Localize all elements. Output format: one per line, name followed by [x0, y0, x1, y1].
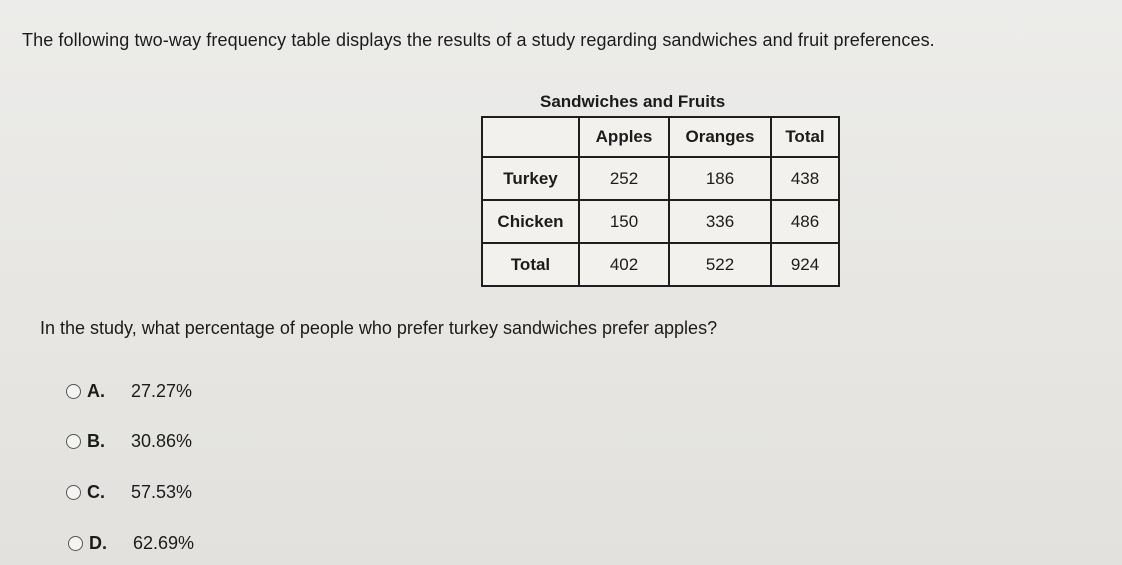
table-header-row: [482, 117, 839, 157]
table-corner-cell: [482, 117, 579, 157]
table-cell: 522: [669, 243, 771, 286]
choice-d[interactable]: [68, 533, 194, 554]
column-header-apples: Apples: [579, 117, 669, 157]
table-cell: 486: [771, 200, 839, 243]
column-header-total: Total: [771, 117, 839, 157]
row-header-turkey: Turkey: [482, 157, 579, 200]
table-row: [482, 243, 839, 286]
column-header-oranges: Oranges: [669, 117, 771, 157]
question-text: In the study, what percentage of people who prefer turkey sandwiches prefer apples?: [40, 318, 718, 338]
intro-text: The following two-way frequency table displays the results of a study regarding sandwiches and fruit preferences.: [22, 30, 935, 50]
row-header-total: Total: [482, 243, 579, 286]
radio-button[interactable]: [66, 485, 81, 500]
table-cell: 402: [579, 243, 669, 286]
frequency-table: [481, 116, 840, 287]
radio-button[interactable]: [68, 536, 83, 551]
radio-button[interactable]: [66, 384, 81, 399]
choice-text: 57.53%: [131, 482, 193, 502]
choice-text: 62.69%: [133, 533, 195, 553]
choice-text: 27.27%: [131, 381, 193, 401]
table-cell: 252: [579, 157, 669, 200]
choice-b[interactable]: [66, 431, 192, 452]
choice-c[interactable]: [66, 482, 192, 503]
table-cell: 438: [771, 157, 839, 200]
table-row: [482, 200, 839, 243]
choice-letter: C.: [87, 482, 105, 502]
table-cell: 924: [771, 243, 839, 286]
row-header-chicken: Chicken: [482, 200, 579, 243]
table-cell: 336: [669, 200, 771, 243]
radio-button[interactable]: [66, 434, 81, 449]
table-title: Sandwiches and Fruits: [540, 92, 726, 111]
choice-a[interactable]: [66, 381, 192, 402]
choice-letter: A.: [87, 381, 105, 401]
choice-text: 30.86%: [131, 431, 193, 451]
table-row: [482, 157, 839, 200]
table-cell: 186: [669, 157, 771, 200]
table-cell: 150: [579, 200, 669, 243]
choice-letter: D.: [89, 533, 107, 553]
choice-letter: B.: [87, 431, 105, 451]
